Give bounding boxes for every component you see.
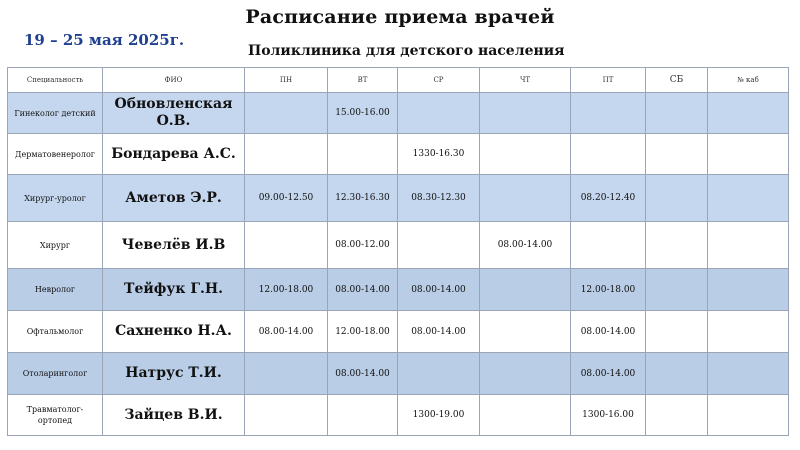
- fri-cell: 1300-16.00: [571, 395, 646, 436]
- column-header-name: ФИО: [103, 68, 245, 93]
- fri-cell: [571, 93, 646, 134]
- wed-cell: 1300-19.00: [398, 395, 480, 436]
- table-row: [8, 134, 789, 175]
- fri-cell: 08.00-14.00: [571, 353, 646, 395]
- thu-cell: [480, 353, 571, 395]
- room-cell: [708, 311, 789, 353]
- column-header-sat: СБ: [646, 68, 708, 93]
- room-cell: [708, 395, 789, 436]
- specialty-cell: Отоларинголог: [8, 353, 103, 395]
- column-header-mon: ПН: [245, 68, 328, 93]
- clinic-subtitle: Поликлиника для детского населения: [248, 43, 565, 59]
- column-header-tue: ВТ: [328, 68, 398, 93]
- mon-cell: 12.00-18.00: [245, 269, 328, 311]
- thu-cell: 08.00-14.00: [480, 222, 571, 269]
- specialty-cell: Гинеколог детский: [8, 93, 103, 134]
- fri-cell: 08.00-14.00: [571, 311, 646, 353]
- doctor-name-cell: Сахненко Н.А.: [103, 311, 245, 353]
- sat-cell: [646, 175, 708, 222]
- room-cell: [708, 175, 789, 222]
- wed-cell: 08.00-14.00: [398, 269, 480, 311]
- thu-cell: [480, 93, 571, 134]
- column-header-thu: ЧТ: [480, 68, 571, 93]
- mon-cell: 08.00-14.00: [245, 311, 328, 353]
- table-row: [8, 175, 789, 222]
- wed-cell: 08.30-12.30: [398, 175, 480, 222]
- thu-cell: [480, 395, 571, 436]
- mon-cell: [245, 134, 328, 175]
- date-range: 19 – 25 мая 2025г.: [24, 31, 185, 49]
- room-cell: [708, 93, 789, 134]
- room-cell: [708, 353, 789, 395]
- doctor-name-cell: Аметов Э.Р.: [103, 175, 245, 222]
- doctor-name-cell: Бондарева А.С.: [103, 134, 245, 175]
- specialty-cell: Хирург-уролог: [8, 175, 103, 222]
- wed-cell: [398, 222, 480, 269]
- thu-cell: [480, 311, 571, 353]
- table-row: [8, 93, 789, 134]
- wed-cell: 1330-16.30: [398, 134, 480, 175]
- table-row: [8, 353, 789, 395]
- table-row: [8, 395, 789, 436]
- tue-cell: 12.30-16.30: [328, 175, 398, 222]
- specialty-cell: Офтальмолог: [8, 311, 103, 353]
- tue-cell: [328, 395, 398, 436]
- table-row: [8, 311, 789, 353]
- room-cell: [708, 134, 789, 175]
- tue-cell: [328, 134, 398, 175]
- tue-cell: 12.00-18.00: [328, 311, 398, 353]
- doctor-name-cell: Зайцев В.И.: [103, 395, 245, 436]
- mon-cell: [245, 395, 328, 436]
- column-header-wed: СР: [398, 68, 480, 93]
- mon-cell: 09.00-12.50: [245, 175, 328, 222]
- room-cell: [708, 222, 789, 269]
- doctor-name-cell: Натрус Т.И.: [103, 353, 245, 395]
- doctor-name-cell: Чевелёв И.В: [103, 222, 245, 269]
- doctor-name-cell: Тейфук Г.Н.: [103, 269, 245, 311]
- column-header-fri: ПТ: [571, 68, 646, 93]
- room-cell: [708, 269, 789, 311]
- tue-cell: 08.00-12.00: [328, 222, 398, 269]
- specialty-cell: Травматолог-ортопед: [8, 395, 103, 436]
- column-header-room: № каб: [708, 68, 789, 93]
- sat-cell: [646, 93, 708, 134]
- sat-cell: [646, 311, 708, 353]
- thu-cell: [480, 134, 571, 175]
- sat-cell: [646, 269, 708, 311]
- thu-cell: [480, 269, 571, 311]
- sat-cell: [646, 353, 708, 395]
- doctor-name-cell: Обновленская О.В.: [103, 93, 245, 134]
- sat-cell: [646, 222, 708, 269]
- sat-cell: [646, 134, 708, 175]
- specialty-cell: Хирург: [8, 222, 103, 269]
- fri-cell: [571, 222, 646, 269]
- fri-cell: 12.00-18.00: [571, 269, 646, 311]
- tue-cell: 15.00-16.00: [328, 93, 398, 134]
- table-row: [8, 269, 789, 311]
- specialty-cell: Дерматовенеролог: [8, 134, 103, 175]
- thu-cell: [480, 175, 571, 222]
- mon-cell: [245, 353, 328, 395]
- table-header-row: [8, 68, 789, 93]
- tue-cell: 08.00-14.00: [328, 353, 398, 395]
- wed-cell: 08.00-14.00: [398, 311, 480, 353]
- sat-cell: [646, 395, 708, 436]
- schedule-table: [7, 67, 789, 436]
- fri-cell: [571, 134, 646, 175]
- mon-cell: [245, 222, 328, 269]
- wed-cell: [398, 353, 480, 395]
- page-title: Расписание приема врачей: [245, 6, 555, 28]
- mon-cell: [245, 93, 328, 134]
- column-header-specialty: Специальность: [8, 68, 103, 93]
- tue-cell: 08.00-14.00: [328, 269, 398, 311]
- fri-cell: 08.20-12.40: [571, 175, 646, 222]
- specialty-cell: Невролог: [8, 269, 103, 311]
- wed-cell: [398, 93, 480, 134]
- table-row: [8, 222, 789, 269]
